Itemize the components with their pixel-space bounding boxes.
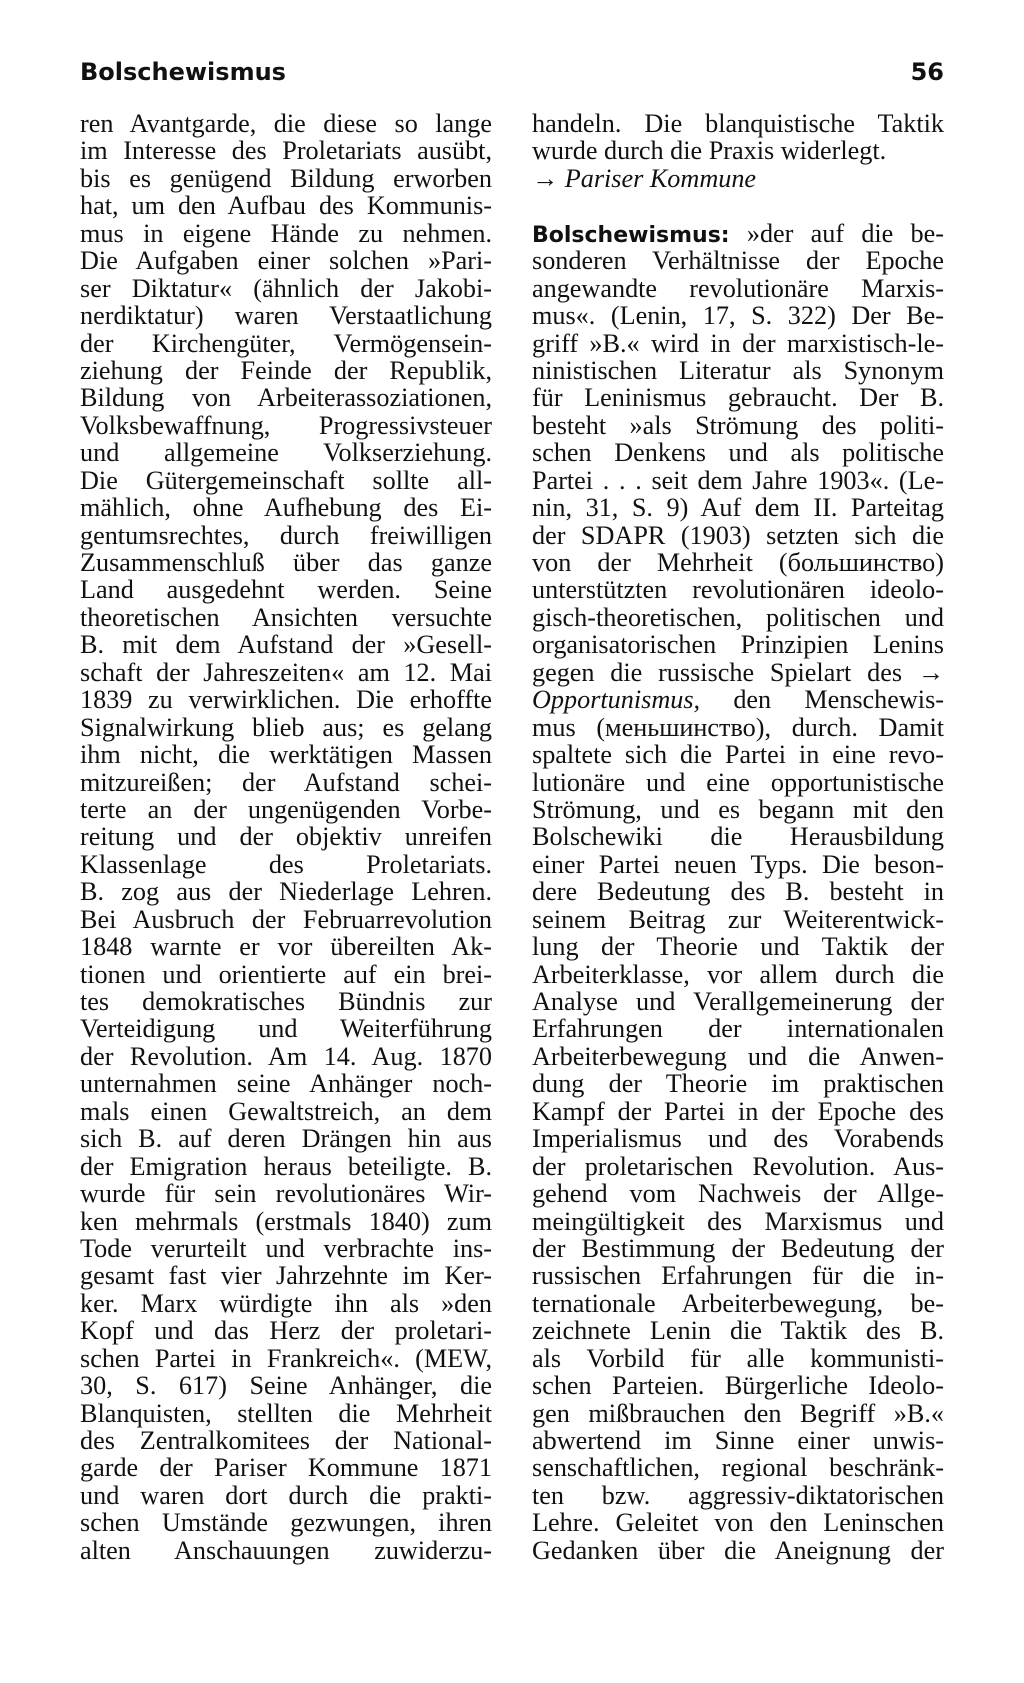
opp-line-prefix: gegen die russische Spielart des — [532, 657, 903, 687]
text-line: wurde für sein revolutionäres Wir- — [80, 1179, 492, 1209]
text-line: spaltete sich die Partei in eine revo- — [532, 740, 944, 770]
text-line: alten Anschauungen zuwiderzu- — [80, 1535, 492, 1565]
text-line: und allgemeine Volkserziehung. — [80, 438, 492, 468]
text-line: Klassenlage des Proletariats. — [80, 849, 492, 879]
text-line: dere Bedeutung des B. besteht in — [532, 877, 944, 907]
text-line: schen Parteien. Bürgerliche Ideolo- — [532, 1371, 944, 1401]
text-line: unternahmen seine Anhänger noch- — [80, 1069, 492, 1099]
text-line: mus (меньшинство), durch. Damit — [532, 712, 944, 742]
text-line: Kopf und das Herz der proletari- — [80, 1316, 492, 1346]
text-line: organisatorischen Prinzipien Lenins — [532, 630, 944, 660]
text-line: Zusammenschluß über das ganze — [80, 548, 492, 577]
text-line: Die Gütergemeinschaft sollte all- — [80, 465, 492, 495]
xref-target[interactable]: Pariser Kommune — [564, 163, 757, 193]
text-line: für Leninismus gebraucht. Der B. — [532, 383, 944, 413]
text-line: Land ausgedehnt werden. Seine — [80, 575, 492, 605]
text-line: Analyse und Verallgemeinerung der — [532, 987, 944, 1016]
text-line: gehend vom Nachweis der Allge- — [532, 1179, 944, 1209]
text-line: mus in eigene Hände zu nehmen. — [80, 218, 492, 248]
text-line: B. mit dem Aufstand der »Gesell- — [80, 630, 492, 660]
text-line: zeichnete Lenin die Taktik des B. — [532, 1316, 944, 1346]
text-line: senschaftlichen, regional beschränk- — [532, 1453, 944, 1483]
text-line: Arbeiterbewegung und die Anwen- — [532, 1041, 944, 1071]
entry-lines-after — [532, 714, 944, 1565]
entry-first-line — [532, 220, 944, 247]
right-column — [532, 110, 944, 1564]
text-line: einer Partei neuen Typs. Die beson- — [532, 849, 944, 879]
text-line: gesamt fast vier Jahrzehnte im Ker- — [80, 1261, 492, 1291]
text-line: Volksbewaffnung, Progressivsteuer — [80, 410, 492, 440]
text-line: Verteidigung und Weiterführung — [80, 1014, 492, 1044]
entry-opportunism-term-line — [532, 686, 944, 713]
text-line: ker. Marx würdigte ihn als »den — [80, 1288, 492, 1318]
text-line: dung der Theorie im praktischen — [532, 1069, 944, 1099]
text-line: ser Diktatur« (ähnlich der Jakobi- — [80, 273, 492, 303]
opp-term[interactable]: Opportunismus, — [532, 685, 701, 715]
opp-line-rest: den Menschewis- — [733, 685, 944, 715]
text-line: nin, 31, S. 9) Auf dem II. Parteitag — [532, 493, 944, 523]
text-line: schaft der Jahreszeiten« am 12. Mai — [80, 657, 492, 687]
text-line: Tode verurteilt und verbrachte ins- — [80, 1233, 492, 1263]
running-title: Bolschewismus — [80, 58, 286, 86]
text-line: besteht »als Strömung des politi- — [532, 410, 944, 440]
text-line: wurde durch die Praxis widerlegt. — [532, 136, 887, 166]
text-line: unterstützten revolutionären ideolo- — [532, 575, 944, 605]
cross-reference — [532, 165, 944, 192]
text-line: nerdiktatur) waren Verstaatlichung — [80, 301, 492, 331]
text-line: im Interesse des Proletariats ausübt, — [80, 136, 492, 166]
text-line: handeln. Die blanquistische Taktik — [532, 109, 944, 138]
text-line: Signalwirkung blieb aus; es gelang — [80, 712, 492, 742]
text-line: 1839 zu verwirklichen. Die erhoffte — [80, 685, 492, 715]
text-line: Kampf der Partei in der Epoche des — [532, 1096, 944, 1126]
text-line: hat, um den Aufbau des Kommunis- — [80, 191, 492, 221]
head-word: Bolschewismus: — [532, 222, 730, 248]
text-line: sich B. auf deren Drängen hin aus — [80, 1124, 492, 1154]
text-line: mus«. (Lenin, 17, S. 322) Der Be- — [532, 301, 944, 331]
text-line: gen mißbrauchen den Begriff »B.« — [532, 1398, 944, 1428]
entry-first-line-text: »der auf die be- — [746, 218, 944, 248]
text-line: schen Umstände gezwungen, ihren — [80, 1508, 492, 1538]
text-line: bis es genügend Bildung erworben — [80, 163, 492, 193]
text-line: der SDAPR (1903) setzten sich die — [532, 520, 944, 550]
text-line: von der Mehrheit (большинство) — [532, 548, 944, 577]
text-line: griff »B.« wird in der marxistisch-le- — [532, 328, 944, 358]
text-line: terte an der ungenügenden Vorbe- — [80, 794, 492, 824]
text-line: 30, S. 617) Seine Anhänger, die — [80, 1371, 492, 1401]
text-line: ren Avantgarde, die diese so lange — [80, 109, 492, 138]
text-line: B. zog aus der Niederlage Lehren. — [80, 877, 492, 907]
text-line: Strömung, und es begann mit den — [532, 794, 944, 824]
text-line: lung der Theorie und Taktik der — [532, 932, 944, 962]
text-line: reitung und der objektiv unreifen — [80, 822, 492, 852]
text-line: und waren dort durch die prakti- — [80, 1480, 492, 1510]
text-line: Bei Ausbruch der Februarrevolution — [80, 904, 492, 934]
text-line: Imperialismus und des Vorabends — [532, 1124, 944, 1154]
text-line: der Bestimmung der Bedeutung der — [532, 1233, 944, 1263]
text-line: mählich, ohne Aufhebung des Ei- — [80, 493, 492, 523]
text-line: seinem Beitrag zur Weiterentwick- — [532, 904, 944, 934]
text-line: russischen Erfahrungen für die in- — [532, 1261, 944, 1291]
text-line: schen Partei in Frankreich«. (MEW, — [80, 1343, 492, 1373]
text-line: als Vorbild für alle kommunisti- — [532, 1343, 944, 1373]
text-line: schen Denkens und als politische — [532, 438, 944, 468]
text-line: theoretischen Ansichten versuchte — [80, 602, 492, 632]
entry-bolschewismus — [532, 220, 944, 1564]
text-line: tes demokratisches Bündnis zur — [80, 987, 492, 1016]
text-line: Lehre. Geleitet von den Leninschen — [532, 1508, 944, 1538]
text-line: angewandte revolutionäre Marxis- — [532, 273, 944, 303]
text-line: ziehung der Feinde der Republik, — [80, 355, 492, 385]
text-line: ken mehrmals (erstmals 1840) zum — [80, 1206, 492, 1236]
entry-gap — [532, 192, 944, 219]
text-line: ninistischen Literatur als Synonym — [532, 355, 944, 385]
entry-opportunism-line — [532, 659, 944, 686]
text-line: gisch-theoretischen, politischen und — [532, 602, 944, 632]
xref-arrow: → — [532, 163, 559, 193]
text-line: Gedanken über die Aneignung der — [532, 1535, 944, 1565]
text-line: Arbeiterklasse, vor allem durch die — [532, 959, 944, 989]
text-line: des Zentralkomitees der National- — [80, 1426, 492, 1455]
text-line: der Emigration heraus beteiligte. B. — [80, 1151, 492, 1181]
text-line: garde der Pariser Kommune 1871 — [80, 1453, 492, 1483]
text-line: Bildung von Arbeiterassoziationen, — [80, 383, 492, 413]
entry-continuation — [532, 110, 944, 165]
text-line: der proletarischen Revolution. Aus- — [532, 1151, 944, 1181]
running-head — [80, 58, 944, 94]
text-line: mals einen Gewaltstreich, an dem — [80, 1096, 492, 1126]
text-line: mitzureißen; der Aufstand schei- — [80, 767, 492, 797]
text-line: ten bzw. aggressiv-diktatorischen — [532, 1480, 944, 1510]
text-line: lutionäre und eine opportunistische — [532, 767, 944, 797]
text-line: Bolschewiki die Herausbildung — [532, 822, 944, 852]
text-line: sonderen Verhältnisse der Epoche — [532, 246, 944, 276]
text-line: Erfahrungen der internationalen — [532, 1014, 944, 1044]
page-number: 56 — [910, 58, 944, 86]
text-line: abwertend im Sinne einer unwis- — [532, 1426, 944, 1455]
left-column — [80, 110, 492, 1564]
text-line: Die Aufgaben einer solchen »Pari- — [80, 246, 492, 276]
entry-lines — [532, 247, 944, 659]
text-line: der Revolution. Am 14. Aug. 1870 — [80, 1041, 492, 1071]
text-line: tionen und orientierte auf ein brei- — [80, 959, 492, 989]
text-line: ternationale Arbeiterbewegung, be- — [532, 1288, 944, 1318]
text-line: meingültigkeit des Marxismus und — [532, 1206, 944, 1236]
opp-arrow: → — [917, 657, 945, 687]
text-line: ihm nicht, die werktätigen Massen — [80, 740, 492, 770]
text-line: Partei . . . seit dem Jahre 1903«. (Le- — [532, 465, 944, 495]
text-line: Blanquisten, stellten die Mehrheit — [80, 1398, 492, 1428]
text-line: gentumsrechtes, durch freiwilligen — [80, 520, 492, 550]
text-line: 1848 warnte er vor übereilten Ak- — [80, 932, 492, 962]
text-line: der Kirchengüter, Vermögensein- — [80, 328, 492, 358]
